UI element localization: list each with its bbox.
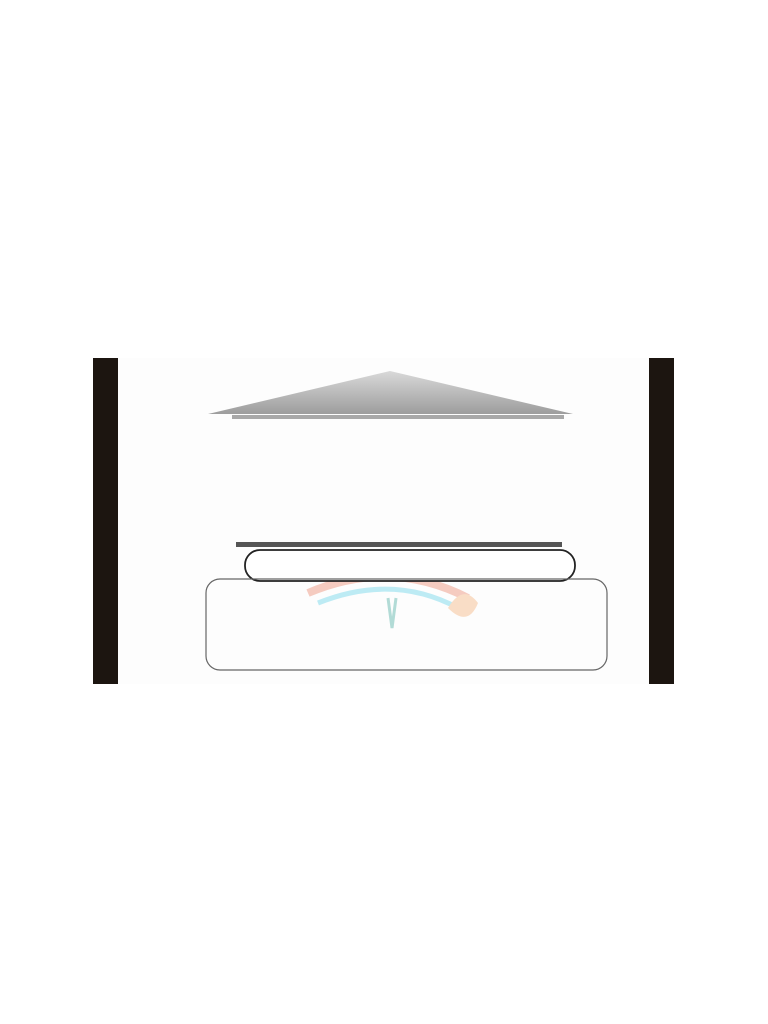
house-diagram <box>118 358 649 684</box>
roof-beam <box>232 415 564 419</box>
roof <box>208 371 573 414</box>
pretest-figure <box>93 358 674 684</box>
watermark-graphic <box>308 577 478 628</box>
base-question-box <box>245 550 575 581</box>
floor-beam <box>236 542 562 547</box>
